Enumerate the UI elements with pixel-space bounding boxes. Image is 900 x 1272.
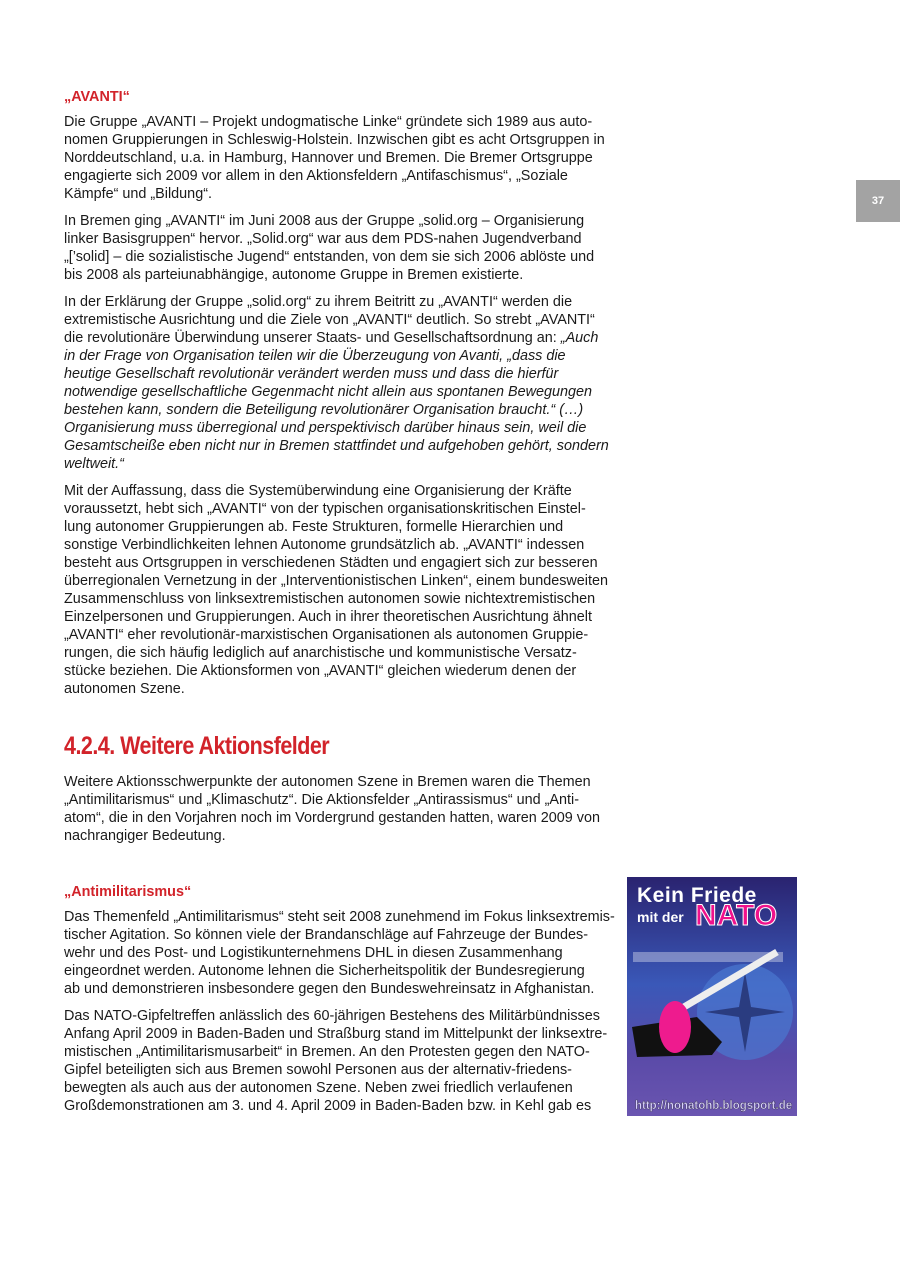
paragraph-text: In der Erklärung der Gruppe „solid.org“ zu ihrem Beitritt zu „AVANTI“ werden die extremistische Ausrichtung und die Ziele von „AVANTI“ deutlich. So strebt „AVANTI“ die revolutionäre Überwindung unserer Staats- und Gesellschaftsordnung an:	[64, 294, 595, 346]
poster-title-nato: NATO	[695, 899, 778, 932]
antimilitarism-section	[64, 883, 624, 1124]
avanti-section	[64, 88, 624, 707]
paragraph: Die Gruppe „AVANTI – Projekt undogmatische Linke“ gründete sich 1989 aus auto- nomen Gruppierungen in Schleswig-Holstein. Inzwischen gibt es acht Ortsgruppen in Norddeutschland, u.a. in Hamburg, Hannover und Bremen. Die Bremer Ortsgruppe engagierte sich 2009 vor allem in den Aktionsfeldern „Antifaschismus“, „Soziale Kämpfe“ und „Bildung“.	[64, 114, 605, 202]
paragraph: Das NATO-Gipfeltreffen anlässlich des 60-jährigen Bestehens des Militärbündnisses Anfang April 2009 in Baden-Baden und Straßburg stand im Mittelpunkt der linksextre- mistischen „Antimilitarismusarbeit“ in Bremen. An den Protesten gegen den NATO- Gipfel beteiligten sich aus Bremen sowohl Personen aus der alternativ-friedens- bewegten als auch aus der autonomen Szene. Neben zwei friedlich verlaufenen Großdemonstrationen am 3. und 4. April 2009 in Baden-Baden bzw. in Kehl gab es	[64, 1008, 608, 1114]
quote-text: „Auch in der Frage von Organisation teilen wir die Überzeugung von Avanti, „dass die heutige Gesellschaft revolutionär verändert werden muss und dass die hierfür notwendige gesellschaftliche Gegenmacht nicht allein aus spontanen Bewegungen bestehen kann, sondern die Beteiligung revolutionärer Organisation braucht.“ (…) Organisierung muss überregional und perspektivisch darüber hinaus sein, weil die Gesamtscheiße eben nicht nur in Bremen stattfindet und aufgehoben gehört, sondern weltweit.“	[64, 330, 609, 472]
section-heading: 4.2.4. Weitere Aktionsfelder	[64, 732, 330, 760]
poster-url: http://nonatohb.blogsport.de	[635, 1100, 793, 1112]
poster-title-line2: mit der	[637, 909, 684, 925]
paragraph: Weitere Aktionsschwerpunkte der autonomen Szene in Bremen waren die Themen „Antimilitarismus“ und „Klimaschutz“. Die Aktionsfelder „Antirassismus“ und „Anti- atom“, die in den Vorjahren noch im Vordergrund gestanden hatten, waren 2009 von nachrangiger Bedeutung.	[64, 774, 601, 844]
paragraph	[64, 293, 624, 473]
page-number: 37	[856, 180, 900, 222]
avanti-heading: „AVANTI“	[64, 89, 130, 105]
nato-protest-poster-image	[627, 877, 797, 1116]
antimilitarism-heading: „Antimilitarismus“	[64, 884, 192, 900]
paragraph: Mit der Auffassung, dass die Systemüberwindung eine Organisierung der Kräfte voraussetzt, hebt sich „AVANTI“ von der typischen organisationskritischen Einstel- lung autonomer Gruppierungen ab. Feste Strukturen, formelle Hierarchien und sonstige Verbindlichkeiten lehnen Autonome grundsätzlich ab. „AVANTI“ indessen besteht aus Ortsgruppen in verschiedenen Städten und engagiert sich zur besseren überregionalen Vernetzung in der „Interventionistischen Linken“, einem bundesweiten Zusammenschluss von linksextremistischen autonomen sowie nichtextremistischen Einzelpersonen und Gruppierungen. Auch in ihrer theoretischen Ausrichtung ähnelt „AVANTI“ eher revolutionär-marxistischen Organisationen als autonomen Gruppie- rungen, die sich häufig lediglich auf anarchistische und kommunistische Versatz- stücke beziehen. Die Aktionsformen von „AVANTI“ gleichen wiederum denen der autonomen Szene.	[64, 483, 608, 697]
paragraph: Das Themenfeld „Antimilitarismus“ steht seit 2008 zunehmend im Fokus linksextremis- tischer Agitation. So können viele der Brandanschläge auf Fahrzeuge der Bundes- wehr und des Post- und Logistikunternehmens DHL in diesen Zusammenhang eingeordnet werden. Autonome lehnen die Sicherheitspolitik der Bundesregierung ab und demonstrieren insbesondere gegen den Bundeswehreinsatz in Afghanistan.	[64, 909, 615, 997]
poster-title-line1: Kein Friede	[637, 884, 757, 907]
further-actions-section	[64, 732, 624, 854]
paragraph: In Bremen ging „AVANTI“ im Juni 2008 aus der Gruppe „solid.org – Organisierung linker Basisgruppen“ hervor. „Solid.org“ war aus dem PDS-nahen Jugendverband „[’solid] – die sozialistische Jugend“ entstanden, von dem sie sich 2006 ablöste und bis 2008 als parteiunabhängige, autonome Gruppe in Bremen existierte.	[64, 213, 595, 283]
